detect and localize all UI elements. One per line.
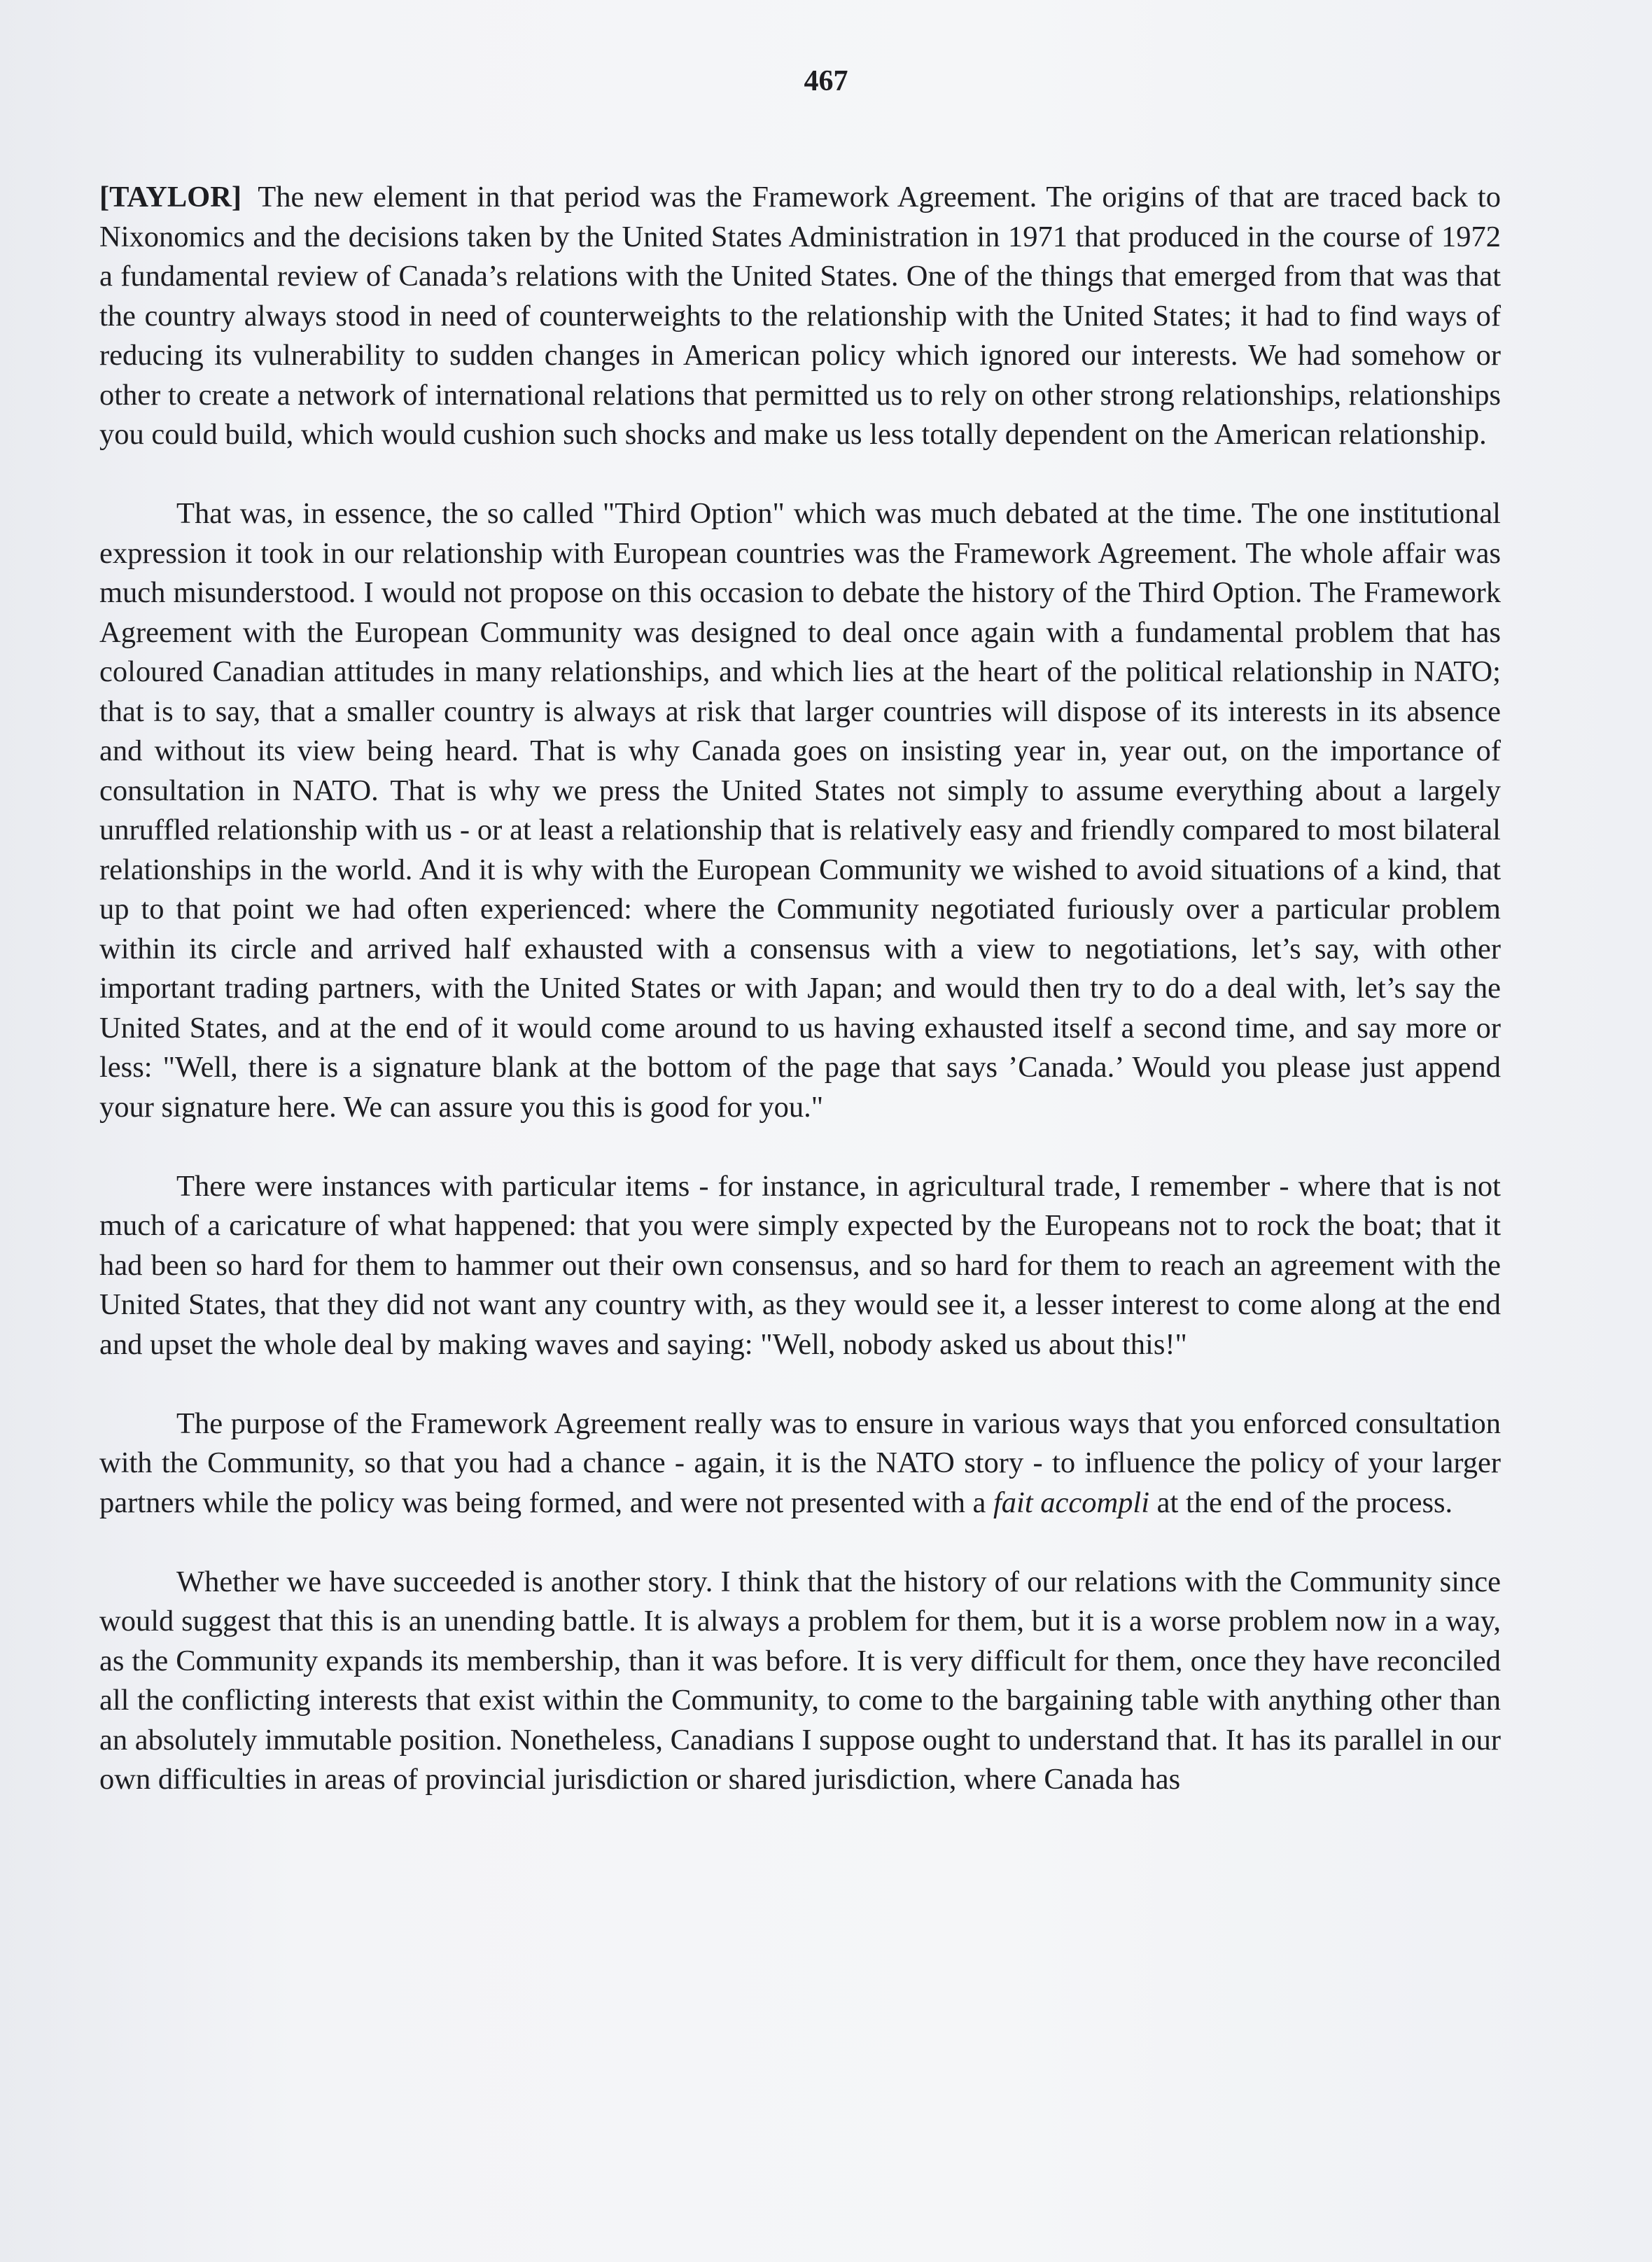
paragraph-1 [99, 178, 1501, 455]
paragraph-2: That was, in essence, the so called "Third Option" which was much debated at the time. The one institutional expression it took in our relationship with European countries was the Framework Agreement. The whole affair was much misunderstood. I would not propose on this occasion to debate the history of the Third Option. The Framework Agreement with the European Community was designed to deal once again with a fundamental problem that has coloured Canadian attitudes in many relationships, and which lies at the heart of the political relationship in NATO; that is to say, that a smaller country is always at risk that larger countries will dispose of its interests in its absence and without its view being heard. That is why Canada goes on insisting year in, year out, on the importance of consultation in NATO. That is why we press the United States not simply to assume everything about a largely unruffled relationship with us - or at least a relationship that is relatively easy and friendly compared to most bilateral relationships in the world. And it is why with the European Community we wished to avoid situations of a kind, that up to that point we had often experienced: where the Community negotiated furiously over a particular problem within its circle and arrived half exhausted with a consensus with a view to negotiations, let’s say, with other important trading partners, with the United States or with Japan; and would then try to do a deal with, let’s say the United States, and at the end of it would come around to us having exhausted itself a second time, and say more or less: "Well, there is a signature blank at the bottom of the page that says ’Canada.’ Would you please just append your signature here. We can assure you this is good for you." [99, 497, 1501, 1124]
paragraph-4-text-after: at the end of the process. [1149, 1486, 1453, 1519]
paragraph-1-text: The new element in that period was the Framework Agreement. The origins of that are traced back to Nixonomics and the decisions taken by the United States Administration in 1971 that produced in the course of 1972 a fundamental review of Canada’s relations with the United States. One of the things that emerged from that was that the country always stood in need of counterweights to the relationship with the United States; it had to find ways of reducing its vulnerability to sudden changes in American policy which ignored our interests. We had somehow or other to create a network of international relations that permitted us to rely on other strong relationships, relationships you could build, which would cushion such shocks and make us less totally dependent on the American relationship. [99, 181, 1501, 451]
speaker-label: [TAYLOR] [99, 181, 242, 214]
paragraph-4-italic-phrase: fait accompli [993, 1486, 1150, 1519]
paragraph-5: Whether we have succeeded is another story. I think that the history of our relations with the Community since would suggest that this is an unending battle. It is always a problem for them, but it is a worse problem now in a way, as the Community expands its membership, than it was before. It is very difficult for them, once they have reconciled all the conflicting interests that exist within the Community, to come to the bargaining table with anything other than an absolutely immutable position. Nonetheless, Canadians I suppose ought to understand that. It has its parallel in our own difficulties in areas of provincial jurisdiction or shared jurisdiction, where Canada has [99, 1565, 1501, 1796]
paragraph-4 [99, 1404, 1501, 1523]
body-text [99, 178, 1501, 1839]
page-number: 467 [804, 65, 848, 97]
paragraph-4-text-before: The purpose of the Framework Agreement really was to ensure in various ways that you enforced consultation with the Community, so that you had a chance - again, it is the NATO story - to influence the policy of your larger partners while the policy was being formed, and were not presented with a [99, 1406, 1501, 1519]
paragraph-3: There were instances with particular items - for instance, in agricultural trade, I remember - where that is not much of a caricature of what happened: that you were simply expected by the Europeans not to rock the boat; that it had been so hard for them to hammer out their own consensus, and so hard for them to reach an agreement with the United States, that they did not want any country with, as they would see it, a lesser interest to come along at the end and upset the whole deal by making waves and saying: "Well, nobody asked us about this!" [99, 1169, 1501, 1361]
